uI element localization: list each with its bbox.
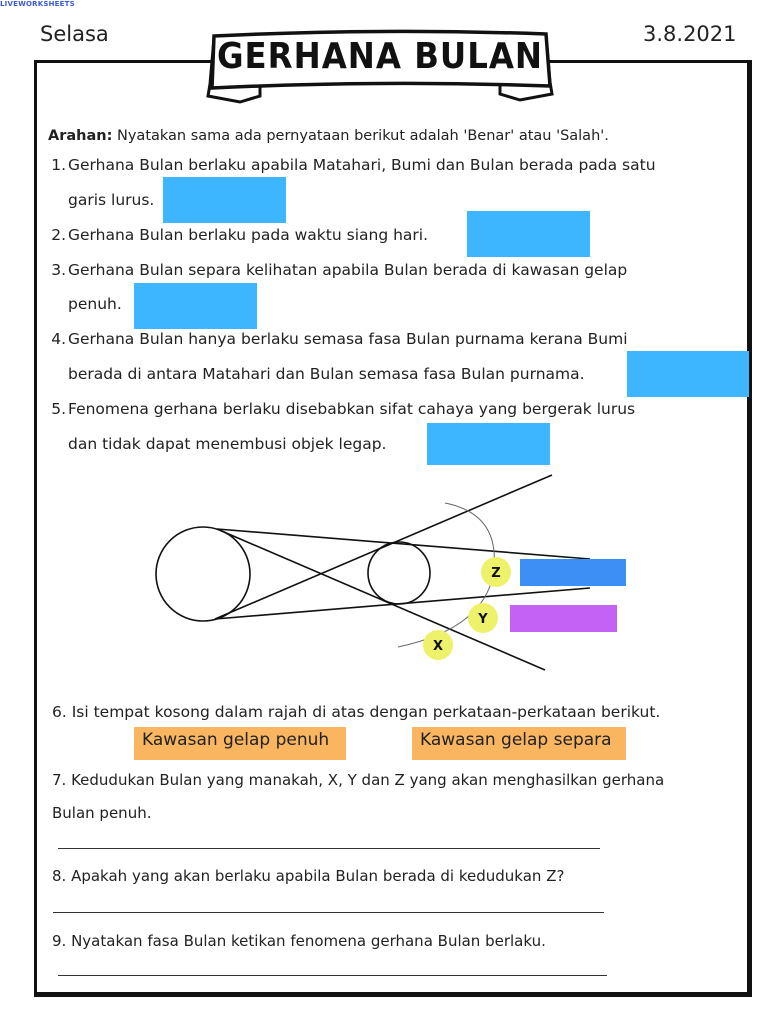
answer-box-1[interactable] <box>163 177 286 223</box>
instruction-text: Nyatakan sama ada pernyataan berikut adalah 'Benar' atau 'Salah'. <box>112 128 609 144</box>
outer-ray-top <box>217 529 590 559</box>
question-1-line1 <box>50 158 656 174</box>
answer-box-4[interactable] <box>627 351 749 397</box>
question-number: 5. <box>51 400 66 418</box>
question-3-line2: penuh. <box>68 295 122 313</box>
answer-box-2[interactable] <box>467 211 590 257</box>
drop-zone-purple[interactable] <box>510 605 617 632</box>
question-4-line1 <box>50 332 628 348</box>
question-text: Gerhana Bulan berlaku apabila Matahari, Bumi dan Bulan berada pada satu <box>68 156 656 174</box>
question-7-line1: 7. Kedudukan Bulan yang manakah, X, Y dan Z yang akan menghasilkan gerhana <box>52 771 665 789</box>
question-5-line1 <box>50 402 635 418</box>
earth-circle <box>368 542 430 604</box>
label-z: Z <box>491 566 501 581</box>
question-7-line2: Bulan penuh. <box>52 804 152 822</box>
question-5-line2: dan tidak dapat menembusi objek legap. <box>68 435 387 453</box>
label-y: Y <box>478 612 488 627</box>
inner-ray-up <box>215 475 552 619</box>
question-text: Fenomena gerhana berlaku disebabkan sifat cahaya yang bergerak lurus <box>68 400 636 418</box>
label-x: X <box>432 639 444 654</box>
question-text: Gerhana Bulan berlaku pada waktu siang hari. <box>68 226 429 244</box>
answer-line-8[interactable] <box>53 912 604 913</box>
question-text: Gerhana Bulan separa kelihatan apabila Bulan berada di kawasan gelap <box>68 261 628 279</box>
draggable-chip-full-shadow[interactable]: Kawasan gelap penuh <box>134 727 346 760</box>
question-number: 3. <box>51 261 66 279</box>
question-6-text: 6. Isi tempat kosong dalam rajah di atas dengan perkataan-perkataan berikut. <box>52 703 661 721</box>
answer-line-7[interactable] <box>58 848 600 849</box>
instruction <box>48 128 609 144</box>
draggable-chip-partial-shadow[interactable]: Kawasan gelap separa <box>412 727 626 760</box>
question-text: Gerhana Bulan hanya berlaku semasa fasa Bulan purnama kerana Bumi <box>68 330 628 348</box>
question-number: 2. <box>51 226 66 244</box>
page-title: GERHANA BULAN <box>216 36 544 77</box>
answer-box-3[interactable] <box>134 283 257 329</box>
sun-circle <box>156 527 250 621</box>
question-number: 4. <box>51 330 66 348</box>
answer-line-9[interactable] <box>58 975 607 976</box>
question-4-line2: berada di antara Matahari dan Bulan semasa fasa Bulan purnama. <box>68 365 585 383</box>
date-label: 3.8.2021 <box>643 22 737 46</box>
instruction-label: Arahan: <box>48 128 113 144</box>
question-1-line2: garis lurus. <box>68 191 155 209</box>
drop-zone-blue[interactable] <box>520 559 626 586</box>
question-2-line1 <box>50 228 428 244</box>
day-label: Selasa <box>40 22 109 46</box>
question-number: 1. <box>51 156 66 174</box>
watermark-logo: LIVEWORKSHEETS <box>0 0 75 8</box>
answer-box-5[interactable] <box>427 423 550 465</box>
question-3-line1 <box>50 263 627 279</box>
question-8-text: 8. Apakah yang akan berlaku apabila Bulan berada di kedudukan Z? <box>52 867 565 885</box>
question-9-text: 9. Nyatakan fasa Bulan ketikan fenomena gerhana Bulan berlaku. <box>52 932 546 950</box>
inner-ray-down <box>217 529 545 670</box>
